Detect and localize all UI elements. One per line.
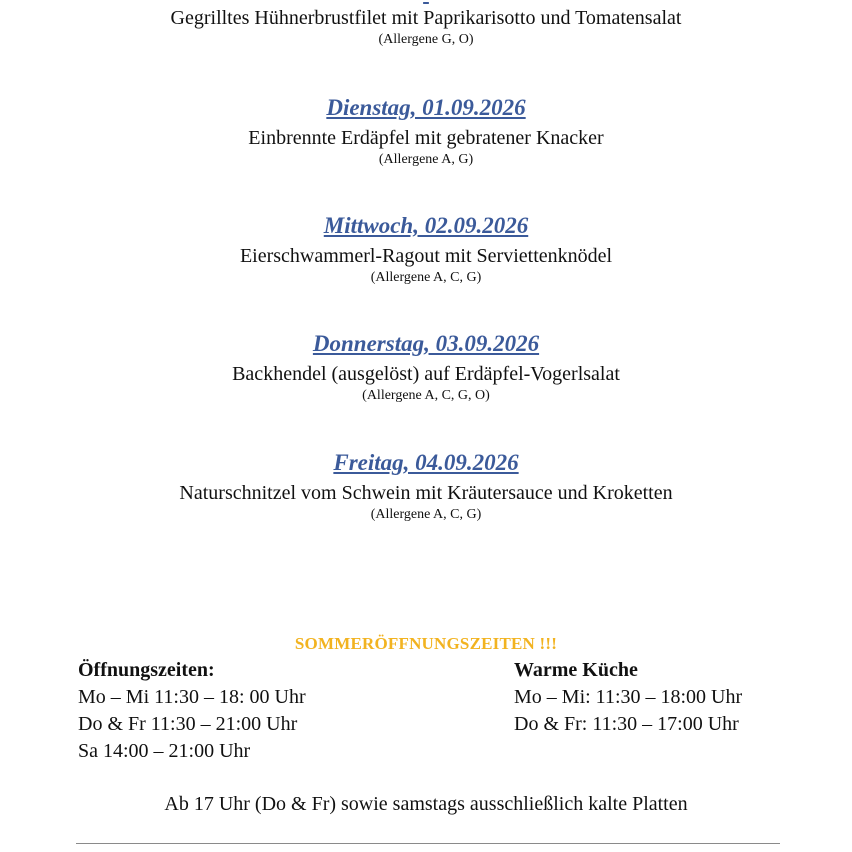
dish: Gegrilltes Hühnerbrustfilet mit Paprikarisotto und Tomatensalat	[170, 7, 682, 29]
day-heading: Mittwoch, 02.09.2026	[323, 213, 529, 238]
allergens: (Allergene A, C, G)	[370, 270, 482, 285]
menu-entry-first	[0, 5, 852, 49]
menu-entry-thursday	[0, 330, 852, 405]
opening-hours-line: Sa 14:00 – 21:00 Uhr	[78, 740, 251, 762]
allergens: (Allergene G, O)	[378, 32, 474, 47]
menu-entry-tuesday	[0, 94, 852, 169]
day-heading: Freitag, 04.09.2026	[333, 450, 519, 475]
menu-entry-wednesday	[0, 212, 852, 287]
kitchen-hours-heading: Warme Küche	[514, 659, 638, 681]
dish: Backhendel (ausgelöst) auf Erdäpfel-Vogerlsalat	[232, 363, 620, 385]
opening-hours	[78, 657, 306, 765]
opening-hours-heading: Öffnungszeiten:	[78, 659, 215, 681]
kitchen-hours-line: Do & Fr: 11:30 – 17:00 Uhr	[514, 713, 739, 735]
dish: Eierschwammerl-Ragout mit Serviettenknödel	[239, 245, 613, 267]
opening-hours-line: Mo – Mi 11:30 – 18: 00 Uhr	[78, 686, 306, 708]
allergens: (Allergene A, C, G)	[370, 507, 482, 522]
dish: Naturschnitzel vom Schwein mit Kräutersauce und Kroketten	[179, 482, 673, 504]
menu-entry-friday	[0, 449, 852, 524]
allergens: (Allergene A, C, G, O)	[362, 388, 490, 403]
kitchen-hours-line: Mo – Mi: 11:30 – 18:00 Uhr	[514, 686, 743, 708]
cold-platter-note: Ab 17 Uhr (Do & Fr) sowie samstags ausschließlich kalte Platten	[164, 793, 688, 815]
day-heading: Donnerstag, 03.09.2026	[312, 331, 540, 356]
allergens: (Allergene A, G)	[378, 152, 474, 167]
day-heading: Dienstag, 01.09.2026	[326, 95, 526, 120]
opening-hours-line: Do & Fr 11:30 – 21:00 Uhr	[78, 713, 298, 735]
summer-hours-title: SOMMERÖFFNUNGSZEITEN !!!	[294, 634, 558, 653]
footer-divider	[76, 843, 780, 844]
dish: Einbrennte Erdäpfel mit gebratener Knacker	[248, 127, 604, 149]
kitchen-hours	[514, 657, 742, 738]
